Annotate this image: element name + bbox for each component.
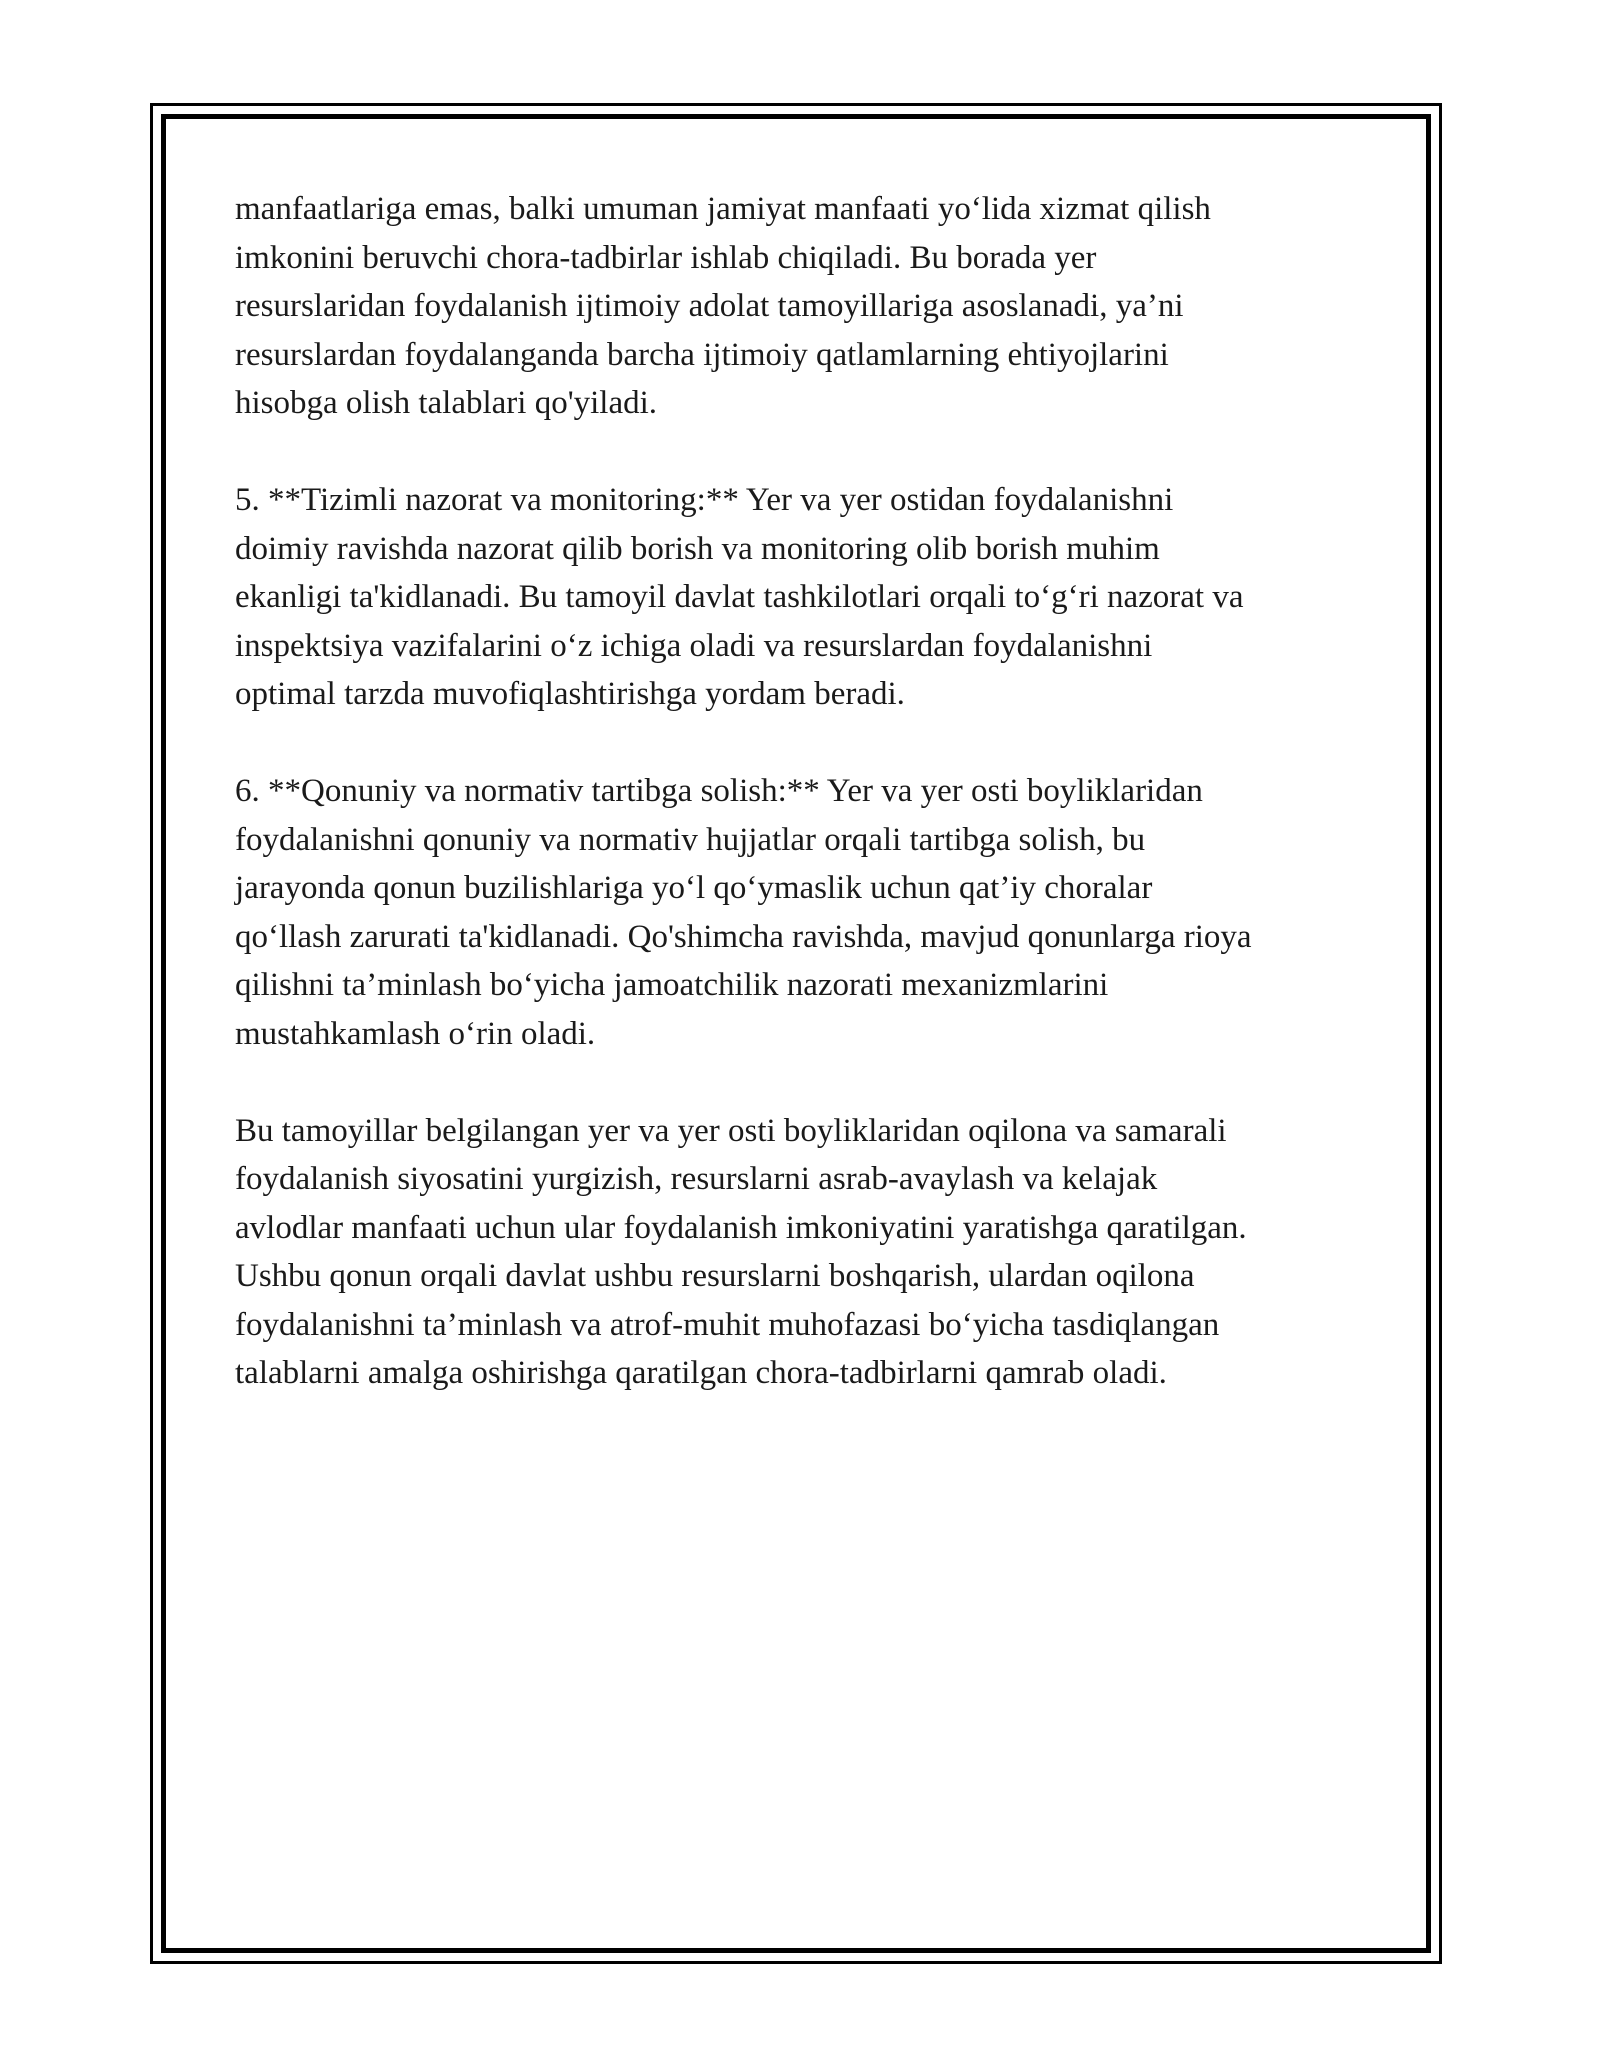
text-line: avlodlar manfaati uchun ular foydalanish imkoniyatini yaratishga qaratilgan. [235,1209,1247,1246]
paragraph-continuation [235,185,1370,428]
text-line: Bu tamoyillar belgilangan yer va yer osti boyliklaridan oqilona va samarali [235,1112,1227,1149]
text-line: 6. **Qonuniy va normativ tartibga solish:** Yer va yer osti boyliklaridan [235,773,1203,809]
text-line: inspektsiya vazifalarini o‘z ichiga oladi va resurslardan foydalanishni [235,627,1153,664]
text-line: foydalanishni qonuniy va normativ hujjatlar orqali tartibga solish, bu [235,821,1146,858]
document-body [235,185,1370,1446]
paragraph-item-6 [235,767,1370,1058]
text-line: imkonini beruvchi chora-tadbirlar ishlab chiqiladi. Bu borada yer [235,239,1097,276]
text-line: ekanligi ta'kidlanadi. Bu tamoyil davlat tashkilotlari orqali to‘g‘ri nazorat va [235,579,1244,615]
text-line: Ushbu qonun orqali davlat ushbu resurslarni boshqarish, ulardan oqilona [235,1258,1195,1294]
text-line: resurslaridan foydalanish ijtimoiy adolat tamoyillariga asoslanadi, ya’ni [235,288,1184,324]
text-line: foydalanishni ta’minlash va atrof-muhit muhofazasi bo‘yicha tasdiqlangan [235,1306,1220,1343]
text-line: manfaatlariga emas, balki umuman jamiyat manfaati yo‘lida xizmat qilish [235,191,1211,227]
paragraph-item-5 [235,476,1370,719]
paragraph-conclusion [235,1107,1370,1398]
text-line: 5. **Tizimli nazorat va monitoring:** Yer va yer ostidan foydalanishni [235,482,1174,518]
text-line: jarayonda qonun buzilishlariga yo‘l qo‘ymaslik uchun qat’iy choralar [235,870,1153,906]
text-line: qo‘llash zarurati ta'kidlanadi. Qo'shimcha ravishda, mavjud qonunlarga rioya [235,918,1252,955]
text-line: resurslardan foydalanganda barcha ijtimoiy qatlamlarning ehtiyojlarini [235,336,1169,373]
text-line: doimiy ravishda nazorat qilib borish va monitoring olib borish muhim [235,530,1160,567]
text-line: talablarni amalga oshirishga qaratilgan chora-tadbirlarni qamrab oladi. [235,1355,1167,1391]
text-line: mustahkamlash o‘rin oladi. [235,1015,596,1052]
text-line: hisobga olish talablari qo'yiladi. [235,385,658,421]
text-line: qilishni ta’minlash bo‘yicha jamoatchilik nazorati mexanizmlarini [235,967,1109,1003]
text-line: foydalanish siyosatini yurgizish, resurslarni asrab-avaylash va kelajak [235,1161,1158,1197]
text-line: optimal tarzda muvofiqlashtirishga yordam beradi. [235,676,905,712]
